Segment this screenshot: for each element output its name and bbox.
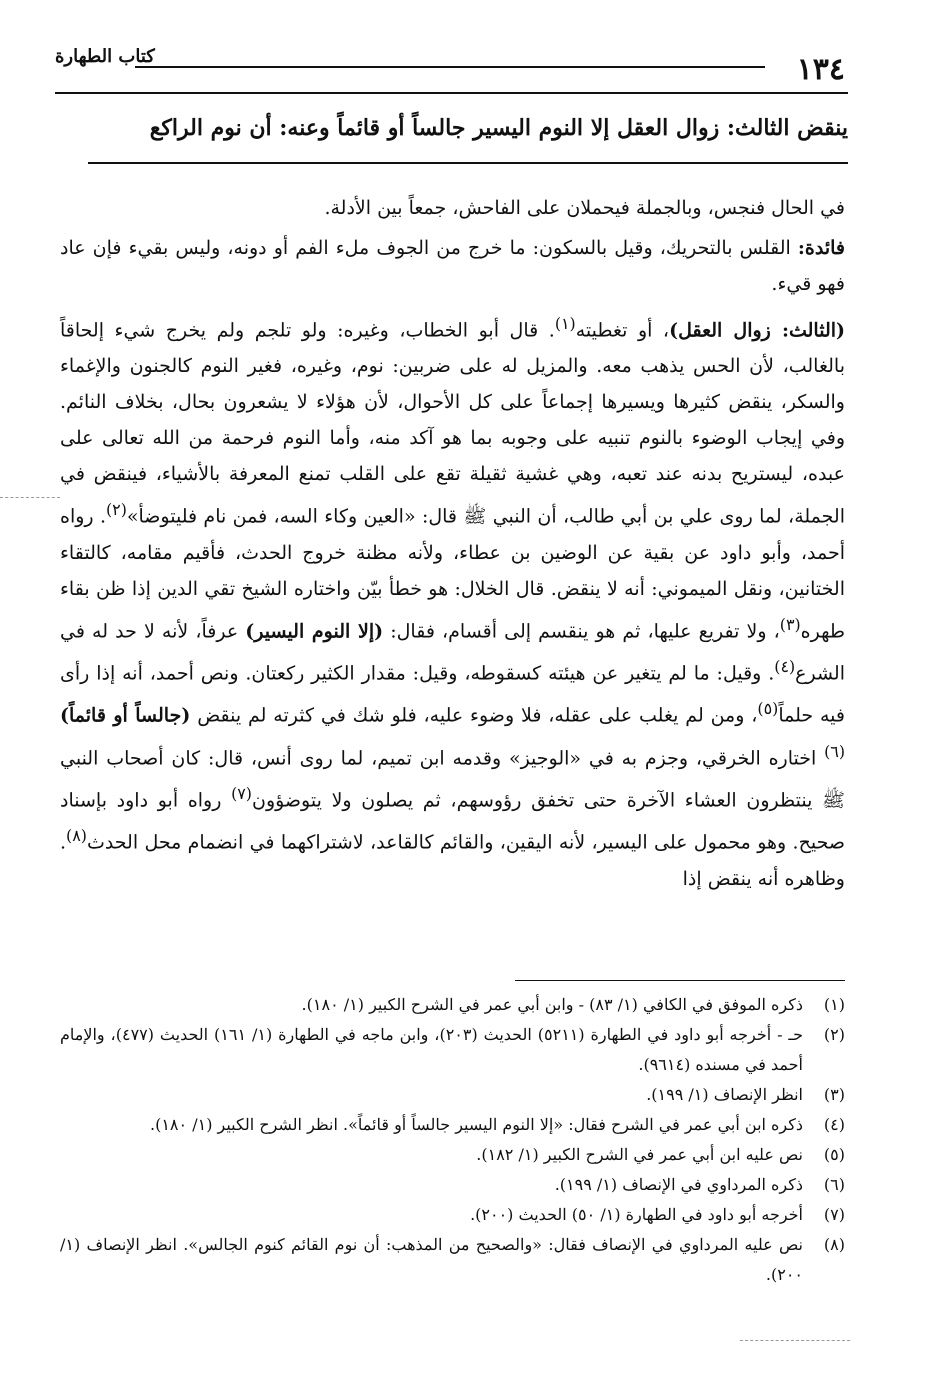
footnote-ref: (٧) [231, 783, 252, 803]
matn-text: ينقض الثالث: زوال العقل إلا النوم اليسير جالساً أو قائماً وعنه: أن نوم الراكع [149, 115, 848, 141]
footnote: (٨) نص عليه المرداوي في الإنصاف فقال: «والصحيح من المذهب: أن نوم القائم كنوم الجالس». انظر الإنصاف (١/ ٢٠٠). [60, 1235, 845, 1284]
footnote: (١) ذكره الموفق في الكافي (١/ ٨٣) - وابن أبي عمر في الشرح الكبير (١/ ١٨٠). [301, 995, 845, 1014]
footnote: (٥) نص عليه ابن أبي عمر في الشرح الكبير (١/ ١٨٢). [476, 1145, 845, 1164]
commentary-text [60, 190, 845, 901]
footnote-ref: (٨) [66, 826, 87, 846]
footnotes [60, 990, 845, 1290]
footnote: (٧) أخرجه أبو داود في الطهارة (١/ ٥٠) الحديث (٢٠٠). [470, 1205, 845, 1224]
book-title: كتاب الطهارة [55, 46, 155, 67]
header-line [135, 66, 765, 68]
scan-artifact [740, 1340, 850, 1341]
bold-quote: (إلا النوم اليسير) [245, 619, 384, 642]
footnote-ref: (٤) [774, 656, 796, 676]
section-heading: (الثالث: زوال العقل) [669, 319, 846, 342]
footnote: (٦) ذكره المرداوي في الإنصاف (١/ ١٩٩). [554, 1175, 845, 1194]
paragraph-faida: فائدة: القلس بالتحريك، وقيل بالسكون: ما خرج من الجوف ملء الفم أو دونه، وليس بقيء فإن عاد فهو قيء. [60, 237, 845, 295]
bold-quote: (جالساً أو قائماً) [60, 704, 191, 727]
footnote-ref: (٥) [757, 699, 779, 719]
matn-rule [88, 162, 848, 164]
footnote-rule [515, 980, 845, 981]
faida-label: فائدة: [797, 237, 845, 259]
paragraph-1: في الحال فنجس، وبالجملة فيحملان على الفاحش، جمعاً بين الأدلة. [324, 197, 845, 219]
footnote-ref: (٣) [779, 614, 801, 634]
footnote-ref: (١) [554, 314, 576, 333]
footnote-ref: (٦) [824, 741, 845, 761]
header-rule [55, 92, 848, 94]
paragraph-3: (الثالث: زوال العقل)، أو تغطيته$^{(١)}$. قال أبو الخطاب، وغيره: ولو تلجم ولم يخرج شيء إلحاقاً بالغالب، لأن الحس يذهب معه. والمزيل له على ضربين: نوم، وغيره، فغير النوم كالجنون والإغماء والسكر، ينقض كثيرها ويسيرها إجماعاً على كل الأحوال، لأن هؤلاء لا يشعرون بحال، بخلاف النائم. وفي إيجاب الوضوء بالنوم تنبيه على وجوبه بما هو آكد منه، وأما النوم فرحمة من الله تعالى على عبده، ليستريح بدنه عند تعبه، وهي غشية ثقيلة تقع على القلب تمنع المعرفة بالأشياء، فينقض في الجملة، لما روى علي بن أبي طالب، أن النبي ﷺ قال: «العين وكاء السه، فمن نام فليتوضأ»$^{(٢)}$. رواه أحمد، وأبو داود عن بقية عن الوضين بن عطاء، ولأنه مظنة خروج الحدث، فأقيم مقامه، كالتقاء الختانين، ونقل الميموني: أنه لا ينقض. قال الخلال: هو خطأ بيّن واختاره الشيخ تقي الدين إذا ظن بقاء طهره$^{(٣)}$، ولا تفريع عليها، ثم هو ينقسم إلى أقسام، فقال: (إلا النوم اليسير) عرفاً، لأنه لا حد له في الشرع$^{(٤)}$. وقيل: ما لم يتغير عن هيئته كسقوطه، وقيل: مقدار الكثير ركعتان. ونص أحمد، أنه إذا رأى فيه حلماً$^{(٥)}$، ومن لم يغلب على عقله، فلا وضوء عليه، فلو شك في كثرته لم ينقض (جالساً أو قائماً)$^{(٦)}$ اختاره الخرقي، وجزم به في «الوجيز» وقدمه ابن تميم، لما روى أنس، قال: كان أصحاب النبي ﷺ ينتظرون العشاء الآخرة حتى تخفق رؤوسهم، ثم يصلون ولا يتوضؤون$^{(٧)}$ رواه أبو داود بإسناد صحيح. وهو محمول على اليسير، لأنه اليقين، والقائم كالقاعد، لاشتراكهما في انضمام محل الحدث$^{(٨)}$. وظاهره أنه ينقض إذا [60, 314, 846, 890]
page-number: ١٣٤ [796, 52, 845, 87]
footnote: (٤) ذكره ابن أبي عمر في الشرح فقال: «إلا النوم اليسير جالساً أو قائماً». انظر الشرح الكبير (١/ ١٨٠). [150, 1115, 845, 1134]
footnote: (٣) انظر الإنصاف (١/ ١٩٩). [646, 1085, 845, 1104]
scan-artifact [0, 497, 60, 498]
footnote: (٢) حـ - أخرجه أبو داود في الطهارة (٥٢١١) الحديث (٢٠٣)، وابن ماجه في الطهارة (١/ ١٦١) الحديث (٤٧٧)، والإمام أحمد في مسنده (٩٦١٤). [60, 1025, 845, 1074]
running-header [55, 38, 845, 88]
footnote-ref: (٢) [105, 500, 127, 520]
